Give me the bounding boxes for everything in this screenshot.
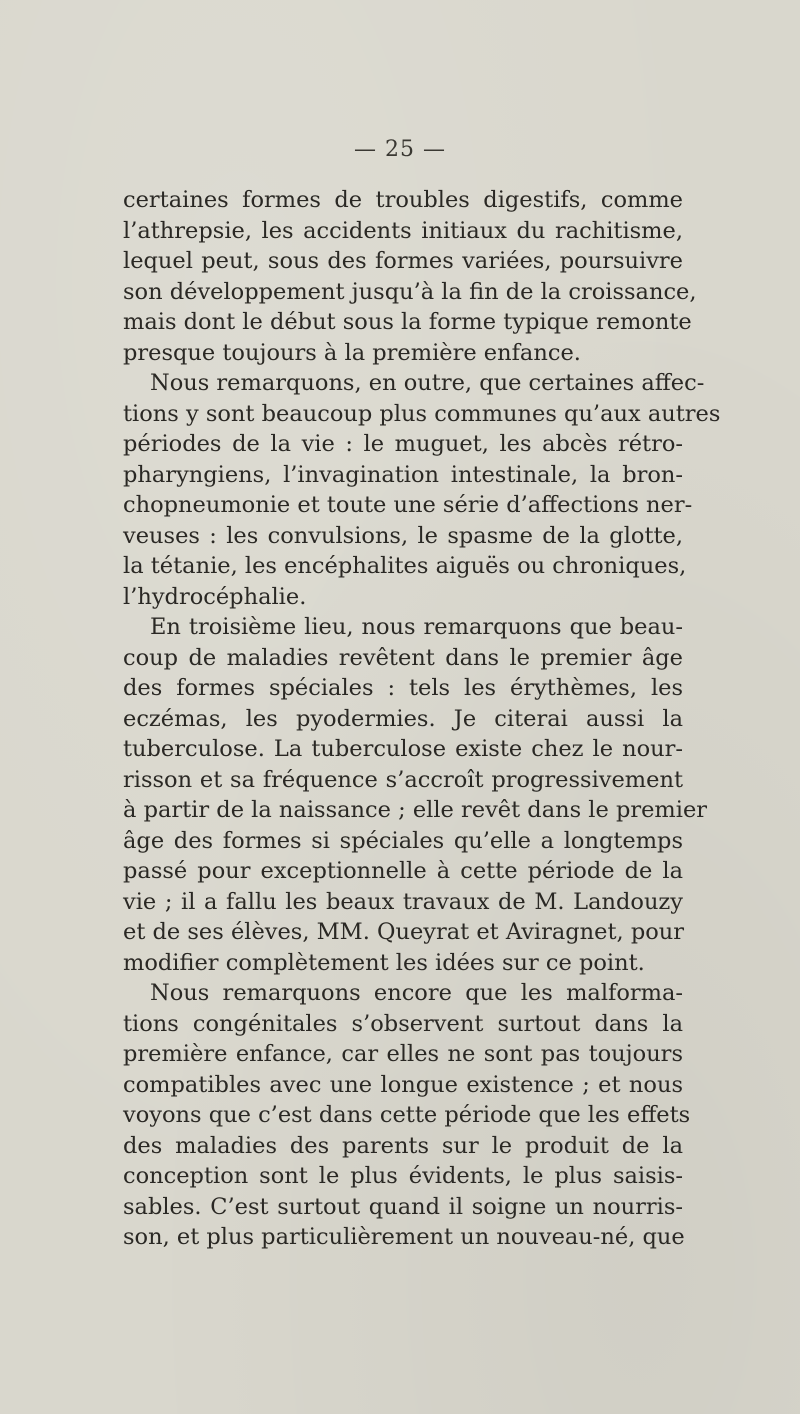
text-line: certaines formes de troubles digestifs, comme [123, 187, 683, 213]
text-line: tuberculose. La tuberculose existe chez le nour- [123, 736, 683, 762]
text-line: conception sont le plus évidents, le plus saisis- [123, 1163, 683, 1189]
text-line: passé pour exceptionnelle à cette période de la [123, 858, 683, 884]
text-line: des maladies des parents sur le produit de la [123, 1132, 683, 1159]
text-line: modifier complètement les idées sur ce point. [123, 949, 645, 976]
text-line: première enfance, car elles ne sont pas toujours [123, 1041, 683, 1067]
text-line: vie ; il a fallu les beaux travaux de M. Landouzy [123, 888, 683, 915]
text-line: tions congénitales s’observent surtout dans la [123, 1010, 683, 1037]
text-line: compatibles avec une longue existence ; et nous [123, 1071, 683, 1098]
text-line: la tétanie, les encéphalites aiguës ou chroniques, [123, 553, 687, 579]
text-line: son développement jusqu’à la fin de la croissance, [123, 278, 697, 305]
text-line: veuses : les convulsions, le spasme de la glotte, [123, 522, 683, 549]
text-line: coup de maladies revêtent dans le premier âge [123, 644, 683, 671]
text-line: à partir de la naissance ; elle revêt dans le premier [123, 797, 708, 823]
text-line: chopneumonie et toute une série d’affections ner- [123, 492, 693, 518]
text-line: tions y sont beaucoup plus communes qu’aux autres [123, 400, 721, 427]
text-line: sables. C’est surtout quand il soigne un nourris- [123, 1193, 683, 1220]
text-line: son, et plus particulièrement un nouveau-né, que [123, 1224, 685, 1250]
text-line: En troisième lieu, nous remarquons que beau- [150, 614, 683, 640]
text-line: l’hydrocéphalie. [123, 583, 307, 610]
text-line: l’athrepsie, les accidents initiaux du rachitisme, [123, 217, 683, 244]
text-line: Nous remarquons, en outre, que certaines affec- [150, 370, 705, 396]
text-line: eczémas, les pyodermies. Je citerai aussi la [123, 705, 683, 732]
text-line: mais dont le début sous la forme typique remonte [123, 309, 692, 335]
text-line: voyons que c’est dans cette période que les effets [123, 1102, 691, 1128]
text-line: des formes spéciales : tels les érythèmes, les [123, 675, 683, 701]
text-line: âge des formes si spéciales qu’elle a longtemps [123, 827, 683, 854]
text-line: presque toujours à la première enfance. [123, 339, 581, 366]
text-line: et de ses élèves, MM. Queyrat et Aviragnet, pour [123, 919, 685, 945]
body-text [123, 185, 721, 1253]
page-number: — 25 — [354, 137, 446, 162]
text-line: pharyngiens, l’invagination intestinale, la bron- [123, 461, 683, 488]
text-line: Nous remarquons encore que les malforma- [150, 980, 683, 1006]
text-line: lequel peut, sous des formes variées, poursuivre [123, 248, 683, 274]
text-line: risson et sa fréquence s’accroît progressivement [123, 766, 683, 793]
text-line: périodes de la vie : le muguet, les abcès rétro- [123, 431, 683, 457]
